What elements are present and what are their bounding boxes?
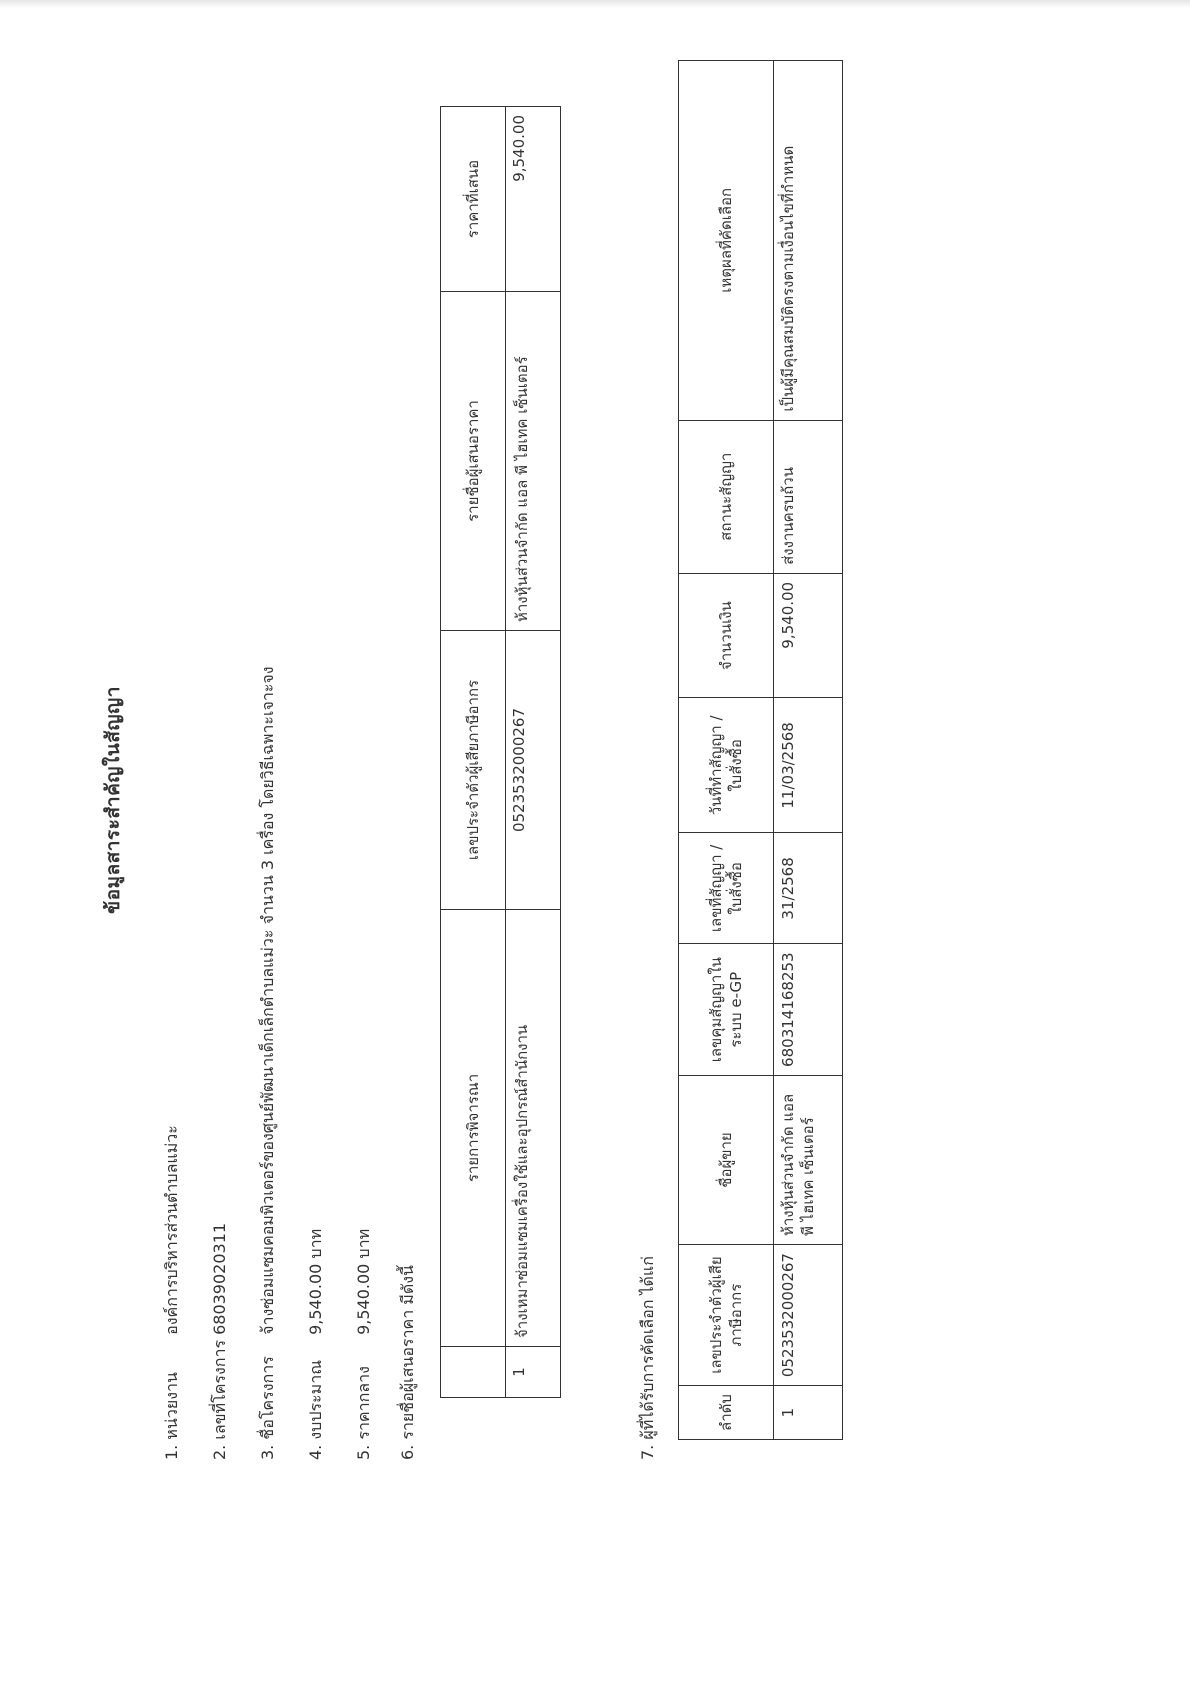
table-header: เลขคุมสัญญาในระบบ e-GP: [679, 944, 774, 1076]
info-value: องค์การบริหารส่วนตำบลแม่วะ: [162, 1125, 181, 1335]
table-header: [441, 1347, 506, 1398]
info-budget: [304, 1229, 329, 1460]
table-header: เลขที่สัญญา / ใบสั่งซื้อ: [679, 833, 774, 944]
table-cell: เป็นผู้มีคุณสมบัติตรงตามเงื่อนไขที่กำหนด: [774, 61, 843, 421]
table-row: [506, 107, 561, 1398]
info-label: 5. ราคากลาง: [354, 1366, 373, 1460]
table-cell: 11/03/2568: [774, 698, 843, 833]
table-cell: 9,540.00: [774, 573, 843, 697]
table-header-row: [679, 61, 774, 1440]
table-header: ราคาที่เสนอ: [441, 107, 506, 292]
table-cell: ห้างหุ้นส่วนจำกัด แอล พี ไฮเทค เซ็นเตอร์: [506, 292, 561, 631]
table-cell: 31/2568: [774, 833, 843, 944]
table-cell: 0523532000267: [774, 1245, 843, 1386]
info-label: 2. เลขที่โครงการ: [210, 1339, 229, 1460]
bidders-heading: 6. รายชื่อผู้เสนอราคา มีดังนี้: [398, 1265, 417, 1460]
info-label: 4. งบประมาณ: [306, 1359, 325, 1460]
info-median-price: [352, 1229, 377, 1460]
table-header: วันที่ทำสัญญา / ใบสั่งซื้อ: [679, 698, 774, 833]
table-row: [774, 61, 843, 1440]
info-value: 68039020311: [210, 1222, 229, 1335]
table-cell: ส่งงานครบถ้วน: [774, 420, 843, 573]
info-project-name: [256, 666, 281, 1460]
table-header: จำนวนเงิน: [679, 573, 774, 697]
info-label: 3. ชื่อโครงการ: [258, 1356, 277, 1460]
table-cell: 680314168253: [774, 944, 843, 1076]
table-cell: 9,540.00: [506, 107, 561, 292]
winner-heading: 7. ผู้ที่ได้รับการคัดเลือก ได้แก่: [638, 1256, 657, 1460]
table-header: เลขประจำตัวผู้เสียภาษีอากร: [679, 1245, 774, 1386]
table-header-row: [441, 107, 506, 1398]
table-cell: 0523532000267: [506, 631, 561, 910]
table-header: ลำดับ: [679, 1386, 774, 1440]
info-agency: [160, 1125, 185, 1460]
table-cell: 1: [774, 1386, 843, 1440]
info-value: จ้างซ่อมแซมคอมพิวเตอร์ของศูนย์พัฒนาเด็กเล็กตำบลแม่วะ จำนวน 3 เครื่อง โดยวิธีเฉพาะเจาะจง: [258, 666, 277, 1335]
winner-table: [678, 60, 843, 1440]
info-label: 1. หน่วยงาน: [162, 1372, 181, 1460]
info-project-number: [208, 1223, 233, 1460]
table-header: ชื่อผู้ขาย: [679, 1075, 774, 1244]
table-cell: จ้างเหมาซ่อมแซมเครื่องใช้และอุปกรณ์สำนักงาน: [506, 910, 561, 1347]
table-header: รายชื่อผู้เสนอราคา: [441, 292, 506, 631]
table-cell: 1: [506, 1347, 561, 1398]
table-cell: ห้างหุ้นส่วนจำกัด แอล พี ไฮเทค เซ็นเตอร์: [774, 1075, 843, 1244]
info-value: 9,540.00 บาท: [354, 1228, 373, 1335]
table-header: สถานะสัญญา: [679, 420, 774, 573]
bidders-table: [440, 106, 561, 1398]
document-page: [80, 60, 840, 1540]
table-header: เลขประจำตัวผู้เสียภาษีอากร: [441, 631, 506, 910]
scan-edge: [0, 0, 1190, 8]
table-header: รายการพิจารณา: [441, 910, 506, 1347]
document-title: ข้อมูลสาระสำคัญในสัญญา: [102, 686, 124, 914]
table-header: เหตุผลที่คัดเลือก: [679, 61, 774, 421]
info-value: 9,540.00 บาท: [306, 1228, 325, 1335]
